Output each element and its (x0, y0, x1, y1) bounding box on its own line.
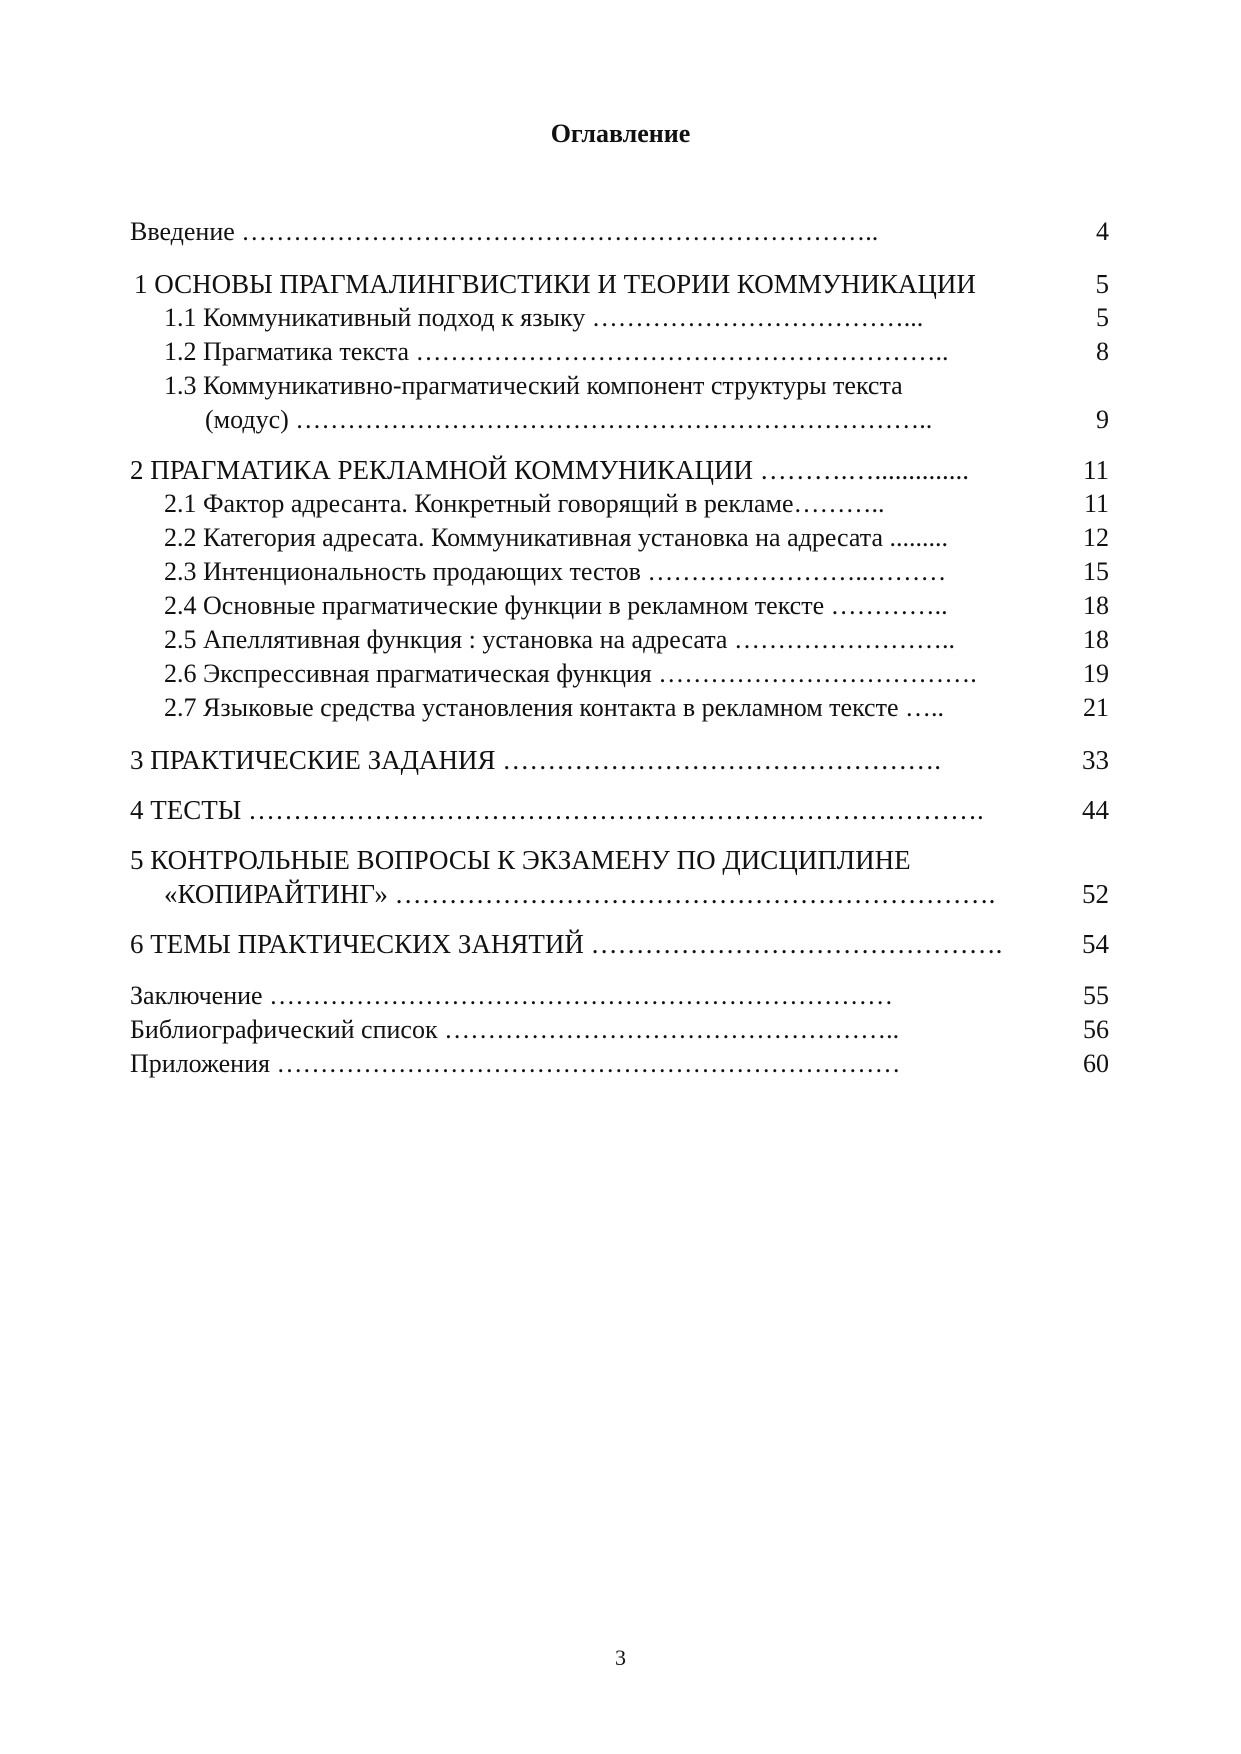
toc-entry-page: 56 (1083, 1015, 1109, 1044)
toc-entry-page: 4 (1096, 217, 1109, 246)
toc-entry-text: 5 КОНТРОЛЬНЫЕ ВОПРОСЫ К ЭКЗАМЕНУ ПО ДИСЦИПЛИНЕ (130, 845, 911, 875)
toc-entry-text: 1.1 Коммуникативный подход к языку ………………………………... (164, 303, 924, 332)
toc-entry-text: 4 ТЕСТЫ ………………………………………………………………………. (130, 795, 984, 825)
toc-entry-text: Приложения ……………………………………………………………… (130, 1049, 901, 1078)
toc-entry-text: 2 ПРАГМАТИКА РЕКЛАМНОЙ КОММУНИКАЦИИ ……….….............. (130, 455, 969, 485)
toc-entry-page: 8 (1096, 337, 1109, 366)
toc-entry-page: 9 (1096, 405, 1109, 434)
toc-entry-text: 2.5 Апеллятивная функция : установка на адресата …………………….. (164, 625, 955, 654)
toc-entry-page: 15 (1083, 557, 1109, 586)
toc-entry-text: Введение ……………………………………………………………….. (130, 217, 879, 246)
toc-entry-text: 1.3 Коммуникативно-прагматический компонент структуры текста (164, 371, 903, 400)
toc-entry-page: 19 (1083, 659, 1109, 688)
toc-entry-text: 2.4 Основные прагматические функции в рекламном тексте ………….. (164, 591, 948, 620)
toc-entry-page: 21 (1083, 693, 1109, 722)
toc-entry-text: 3 ПРАКТИЧЕСКИЕ ЗАДАНИЯ …………………………………………. (130, 745, 942, 775)
toc-entry-page: 11 (1083, 489, 1109, 518)
toc-entry-text: 2.1 Фактор адресанта. Конкретный говорящий в рекламе……….. (164, 489, 885, 518)
toc-title: Оглавление (550, 119, 691, 148)
toc-entry-text: 1.2 Прагматика текста …………………………………………………….. (164, 337, 949, 366)
toc-entry-page: 12 (1083, 523, 1109, 552)
toc-entry-page: 33 (1082, 745, 1109, 775)
toc-entry-page: 11 (1083, 455, 1109, 485)
toc-entry-page: 54 (1082, 929, 1109, 959)
toc-entry-text: Заключение ……………………………………………………………… (130, 981, 894, 1010)
toc-entry-text: 1 ОСНОВЫ ПРАГМАЛИНГВИСТИКИ И ТЕОРИИ КОММУНИКАЦИИ (134, 269, 976, 299)
toc-entry-page: 55 (1083, 981, 1109, 1010)
toc-entry-page: 18 (1083, 591, 1109, 620)
toc-entry-page: 44 (1082, 795, 1109, 825)
toc-entry-page: 52 (1082, 879, 1109, 909)
toc-entry-page: 18 (1083, 625, 1109, 654)
toc-entry-text: 2.6 Экспрессивная прагматическая функция ………………………………. (164, 659, 977, 688)
toc-entry-page: 60 (1083, 1049, 1109, 1078)
toc-entry-page: 5 (1096, 303, 1109, 332)
toc-entry-text: (модус) ……………………………………………………………….. (205, 405, 933, 434)
toc-entry-appendices (0, 1048, 1241, 1176)
page-number: 3 (615, 1645, 626, 1670)
toc-entry-text: 6 ТЕМЫ ПРАКТИЧЕСКИХ ЗАНЯТИЙ ………………………………………. (130, 929, 1003, 959)
toc-entry-text: 2.2 Категория адресата. Коммуникативная установка на адресата ......... (164, 523, 948, 552)
toc-entry-text: Библиографический список …………………………………………….. (130, 1015, 900, 1044)
toc-entry-text: 2.7 Языковые средства установления контакта в рекламном тексте ….. (164, 693, 944, 722)
toc-entry-text: «КОПИРАЙТИНГ» …………………………………………………………. (164, 879, 996, 909)
toc-entry-page: 5 (1095, 269, 1109, 299)
toc-entry-text: 2.3 Интенциональность продающих тестов ……………………..……… (164, 557, 947, 586)
